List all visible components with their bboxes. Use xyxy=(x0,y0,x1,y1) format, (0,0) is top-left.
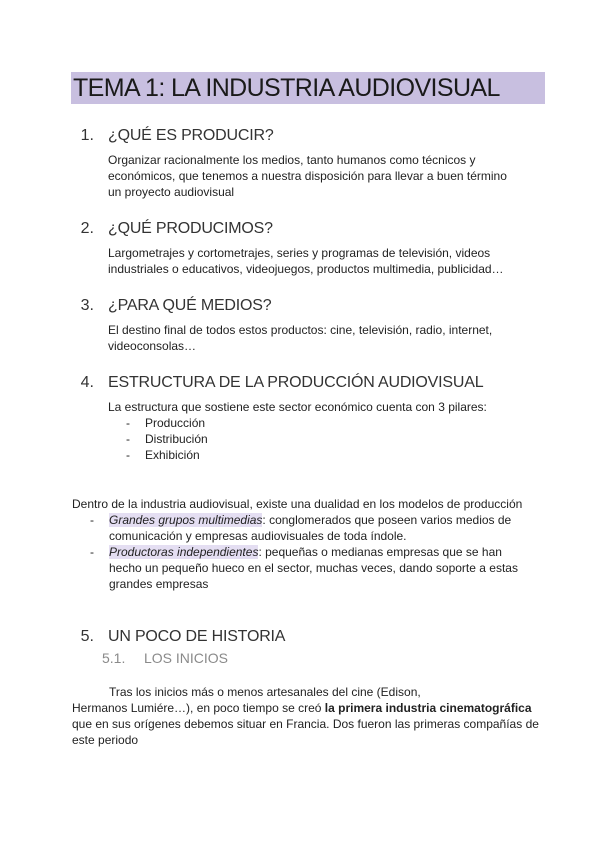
section-2-number: 2. xyxy=(80,220,94,237)
section-2-body: Largometrajes y cortometrajes, series y programas de televisión, videos industriales o educativos, videojuegos, productos multimedia, publicidad… xyxy=(108,246,504,276)
duality-intro: Dentro de la industria audiovisual, existe una dualidad en los modelos de producción xyxy=(72,497,523,511)
history-paragraph: Tras los inicios más o menos artesanales del cine (Edison, Hermanos Lumiére…), en poco tiempo se creó la primera industria cinematográfica que en sus orígenes debemos situar en Francia. Dos fueron las primeras compañías de este periodo xyxy=(72,685,539,747)
section-5-heading: UN POCO DE HISTORIA xyxy=(108,628,286,645)
page-title: TEMA 1: LA INDUSTRIA AUDIOVISUAL xyxy=(71,72,545,104)
section-3-body: El destino final de todos estos productos: cine, televisión, radio, internet, videoconsolas… xyxy=(108,323,493,353)
term-highlight: Productoras independientes xyxy=(109,545,259,559)
list-item: - Distribución xyxy=(126,432,208,446)
term-highlight: Grandes grupos multimedias xyxy=(109,513,263,527)
section-1-number: 1. xyxy=(80,127,94,144)
section-5-number: 5. xyxy=(80,628,94,645)
subsection-heading: LOS INICIOS xyxy=(144,650,229,666)
list-item: - Grandes grupos multimedias: conglomerados que poseen varios medios de comunicación y empresas audiovisuales de toda índole. xyxy=(90,513,512,543)
list-item: - Exhibición xyxy=(126,448,200,462)
section-4-heading: ESTRUCTURA DE LA PRODUCCIÓN AUDIOVISUAL xyxy=(108,374,484,391)
section-4-body: La estructura que sostiene este sector económico cuenta con 3 pilares: xyxy=(108,400,487,414)
section-3-heading: ¿PARA QUÉ MEDIOS? xyxy=(108,297,272,314)
section-1-body: Organizar racionalmente los medios, tanto humanos como técnicos y económicos, que tenemos a nuestra disposición para llevar a buen término un proyecto audiovisual xyxy=(108,153,507,199)
section-2-heading: ¿QUÉ PRODUCIMOS? xyxy=(108,220,273,237)
bold-phrase: la primera industria cinematográfica xyxy=(324,701,532,715)
list-item: - Producción xyxy=(126,416,206,430)
subsection-number: 5.1. xyxy=(102,650,126,666)
section-3-number: 3. xyxy=(80,297,94,314)
pillars-list xyxy=(126,415,345,463)
section-1-heading: ¿QUÉ ES PRODUCIR? xyxy=(108,127,274,144)
duality-list xyxy=(90,512,529,592)
section-4-number: 4. xyxy=(80,374,94,391)
list-item: - Productoras independientes: pequeñas o medianas empresas que se han hecho un pequeño hueco en el sector, muchas veces, dando soporte a estas grandes empresas xyxy=(90,545,518,591)
